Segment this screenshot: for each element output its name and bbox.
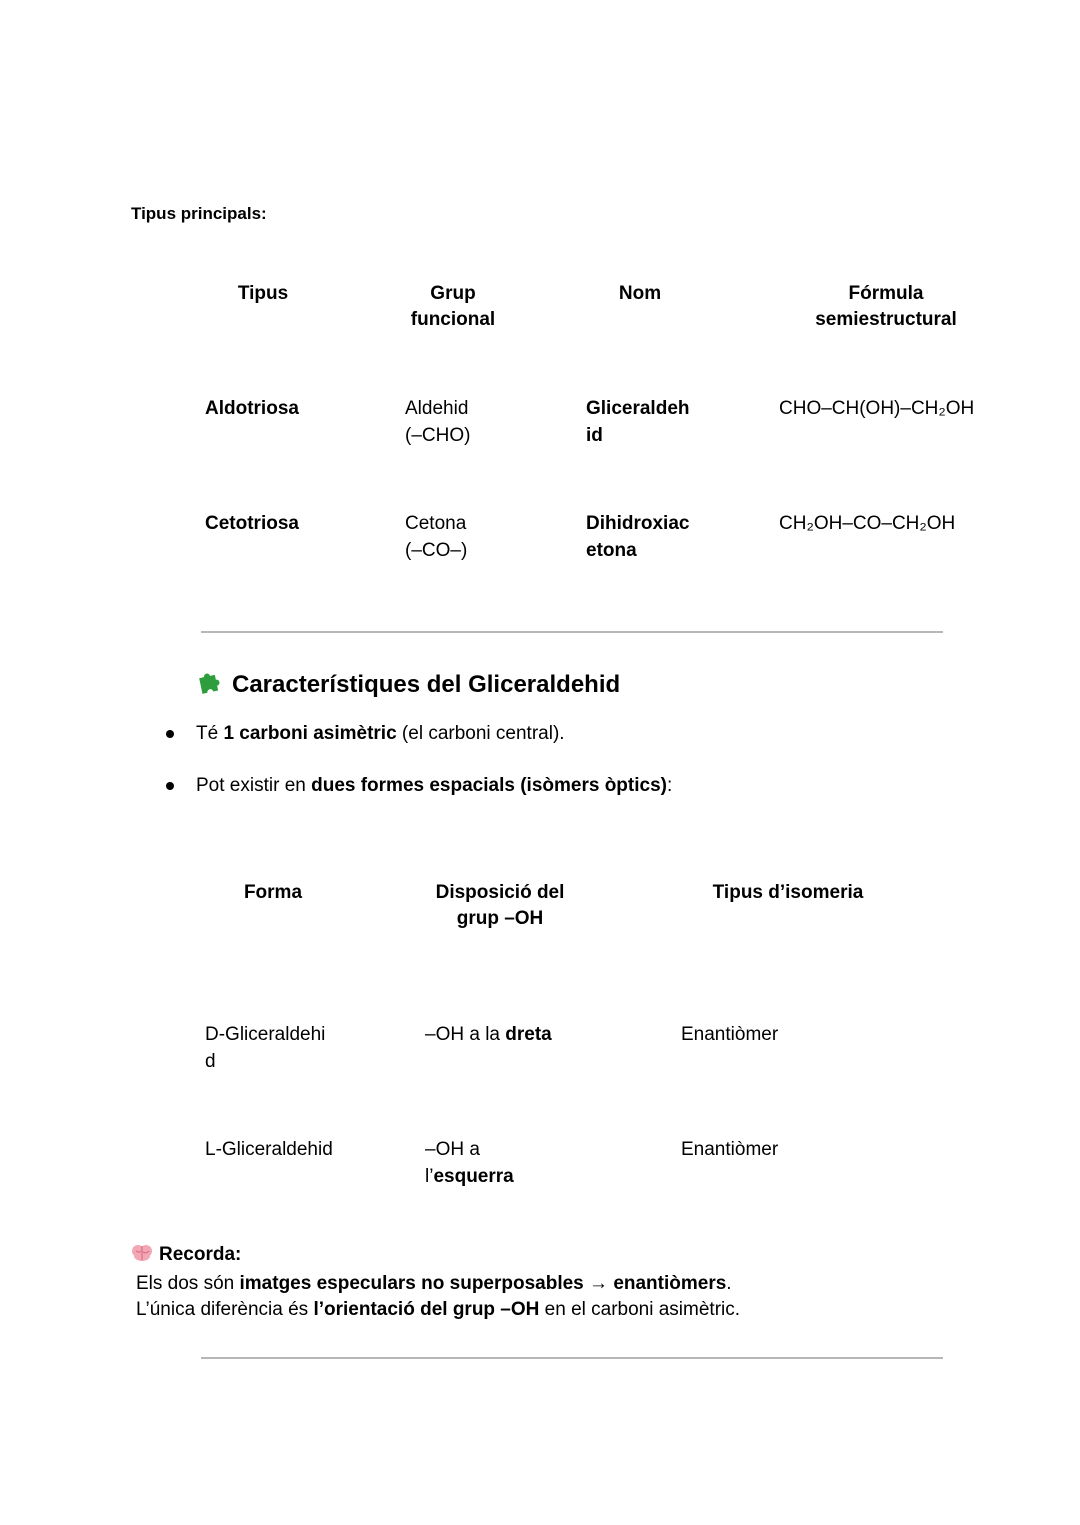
- table-row-2-tipus: Cetotriosa: [205, 513, 299, 534]
- table-row-2-tipus: Enantiòmer: [681, 1139, 779, 1160]
- header-nom: Nom: [618, 283, 662, 304]
- recall-note: [131, 1242, 740, 1323]
- table-row-2-grup: Cetona (–CO–): [405, 513, 468, 561]
- table-row-1-formula: CHO–CH(OH)–CH₂OH: [779, 398, 975, 419]
- table-row-1-nom: Gliceraldeh id: [586, 398, 690, 446]
- header-tipus-isomeria: Tipus d’isomeria: [712, 882, 864, 903]
- table-row-1-tipus: Enantiòmer: [681, 1024, 779, 1045]
- list-item: Pot existir en dues formes espacials (isòmers òptics):: [163, 772, 672, 800]
- table-row-1-disposicio: –OH a la dreta: [425, 1024, 552, 1045]
- divider: [201, 631, 943, 633]
- section-title: Característiques del Gliceraldehid: [232, 670, 621, 698]
- header-forma: Forma: [243, 882, 303, 903]
- puzzle-icon: [196, 667, 224, 702]
- list-item: Té 1 carboni asimètric (el carboni central).: [163, 720, 672, 748]
- bullet-dot: [166, 730, 174, 738]
- recall-line-2: L’única diferència és l’orientació del grup –OH en el carboni asimètric.: [136, 1299, 741, 1320]
- table-row-1-tipus: Aldotriosa: [205, 398, 299, 419]
- header-tipus: Tipus: [237, 283, 289, 304]
- table-row-1-grup: Aldehid (–CHO): [405, 398, 471, 446]
- table-row-2-forma: L-Gliceraldehid: [205, 1139, 333, 1160]
- header-formula: Fórmula semiestructural: [815, 283, 957, 330]
- intro-label: Tipus principals:: [131, 204, 267, 223]
- bullet-dot: [166, 782, 174, 790]
- table-row-2-formula: CH₂OH–CO–CH₂OH: [779, 513, 956, 534]
- recall-title-row: [131, 1242, 740, 1271]
- table-row-2-nom: Dihidroxiac etona: [586, 513, 690, 561]
- header-grup-funcional: Grup funcional: [410, 283, 496, 330]
- table-row-1-forma: D-Gliceraldehi d: [205, 1024, 326, 1072]
- section-heading: [196, 667, 620, 702]
- brain-icon: [131, 1243, 153, 1271]
- divider: [201, 1357, 943, 1359]
- table-row-2-disposicio: –OH a l’esquerra: [425, 1139, 514, 1187]
- bullet-list: [163, 720, 672, 800]
- recall-title: Recorda:: [159, 1244, 242, 1265]
- header-disposicio: Disposició del grup –OH: [435, 882, 565, 929]
- recall-line-1: Els dos són imatges especulars no superposables → enantiòmers.: [136, 1273, 732, 1294]
